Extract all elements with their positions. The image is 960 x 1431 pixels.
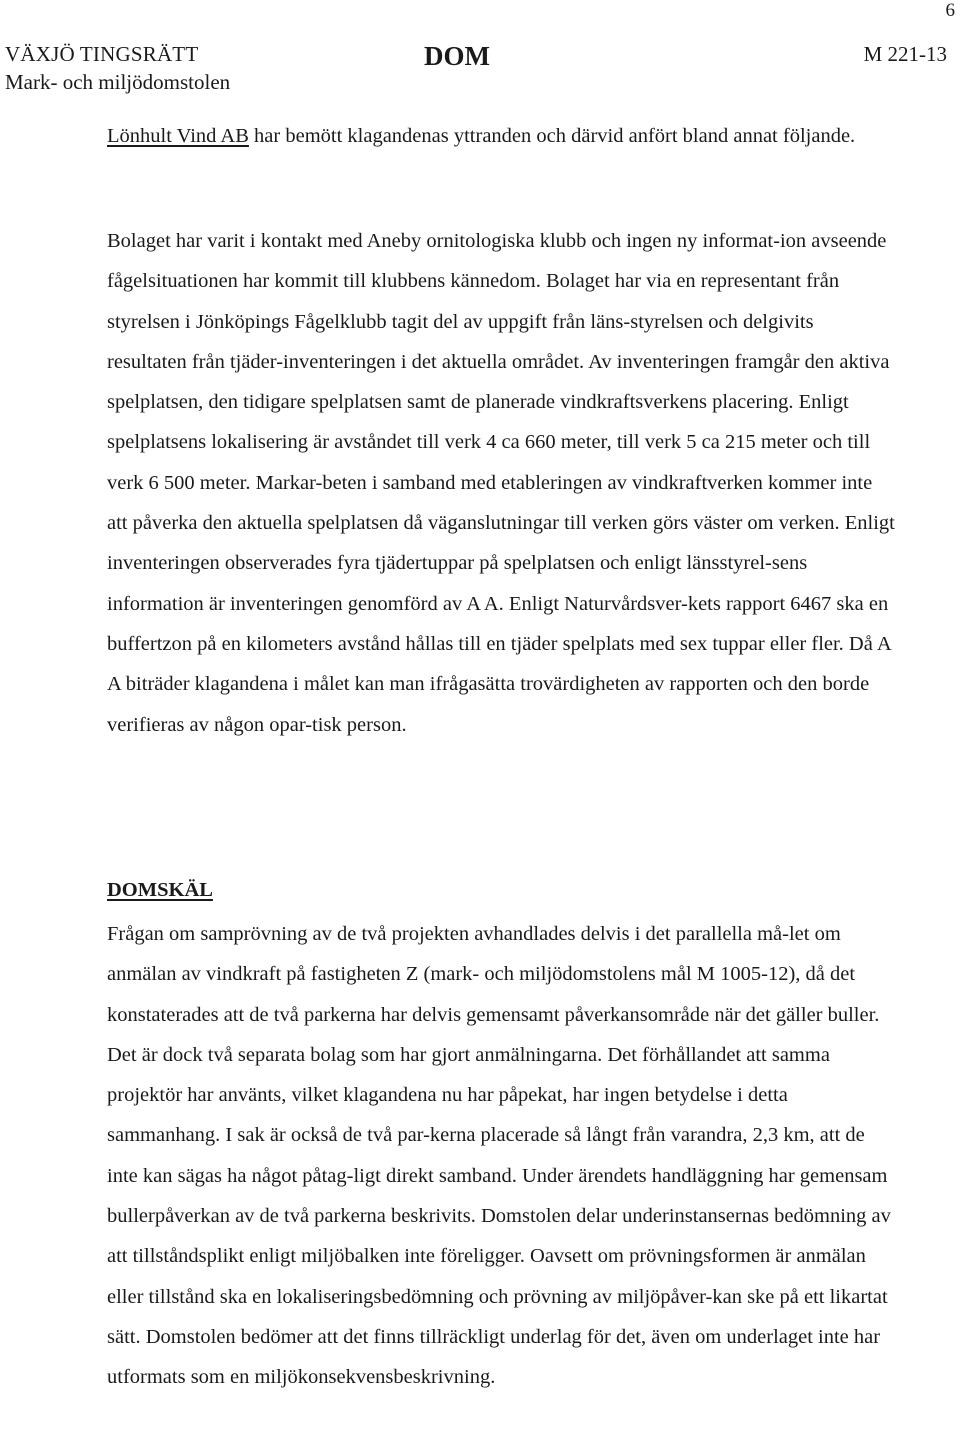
paragraph-text: har bemött klagandenas yttranden och därvid anfört bland annat följande.	[248, 125, 856, 147]
document-header	[0, 40, 960, 100]
document-type: DOM	[424, 41, 490, 71]
paragraph-company-statement: Bolaget har varit i kontakt med Aneby ornitologiska klubb och ingen ny informat-ion avseende fågelsituationen har kommit till klubbens kännedom. Bolaget har via en representant från styrelsen i Jönköpings Fågelklubb tagit del av uppgift från läns-styrelsen och delgivits resultaten från tjäder-inventeringen i det aktuella området. Av inventeringen framgår den aktiva spelplatsen, den tidigare spelplatsen samt de planerade vindkraftsverkens placering. Enligt spelplatsens lokalisering är avståndet till verk 4 ca 660 meter, till verk 5 ca 215 meter och till verk 6 500 meter. Markar-beten i samband med etableringen av vindkraftverken kommer inte att påverka den aktuella spelplatsen då väganslutningar till verken görs väster om verken. Enligt inventeringen observerades fyra tjädertuppar på spelplatsen och enligt länsstyrel-sens information är inventeringen genomförd av A A. Enligt Naturvårdsver-kets rapport 6467 ska en buffertzon på en kilometers avstånd hållas till en tjäder spelplats med sex tuppar eller fler. Då A A biträder klagandena i målet kan man ifrågasätta trovärdigheten av rapporten och den borde verifieras av någon opar-tisk person.	[107, 230, 895, 736]
party-name: Lönhult Vind AB	[107, 125, 249, 147]
case-number: M 221-13	[863, 42, 947, 66]
paragraph-court-reasoning: Frågan om samprövning av de två projekten avhandlades delvis i det parallella må-let om anmälan av vindkraft på fastigheten Z (mark- och miljödomstolens mål M 1005-12), då det konstaterades att de två parkerna har delvis gemensamt påverkansområde när det gäller buller. Det är dock två separata bolag som har gjort anmälningarna. Det förhållandet att samma projektör har använts, vilket klagandena nu har påpekat, har ingen betydelse i detta sammanhang. I sak är också de två par-kerna placerade så långt från varandra, 2,3 km, att de inte kan sägas ha något påtag-ligt direkt samband. Under ärendets handläggning har gemensam bullerpåverkan av de två parkerna beskrivits. Domstolen delar underinstansernas bedömning av att tillståndsplikt enligt miljöbalken inte föreligger. Oavsett om prövningsformen är anmälan eller tillstånd ska en lokaliseringsbedömning och prövning av miljöpåver-kan ske på ett likartat sätt. Domstolen bedömer att det finns tillräckligt underlag för det, även om underlaget inte har utformats som en miljökonsekvensbeskrivning.	[107, 923, 891, 1389]
court-name: VÄXJÖ TINGSRÄTT	[5, 42, 199, 66]
section-heading-domskal: DOMSKÄL	[107, 879, 213, 901]
court-department: Mark- och miljödomstolen	[5, 70, 231, 94]
paragraph-response-intro	[107, 116, 897, 156]
page-number: 6	[945, 0, 955, 21]
